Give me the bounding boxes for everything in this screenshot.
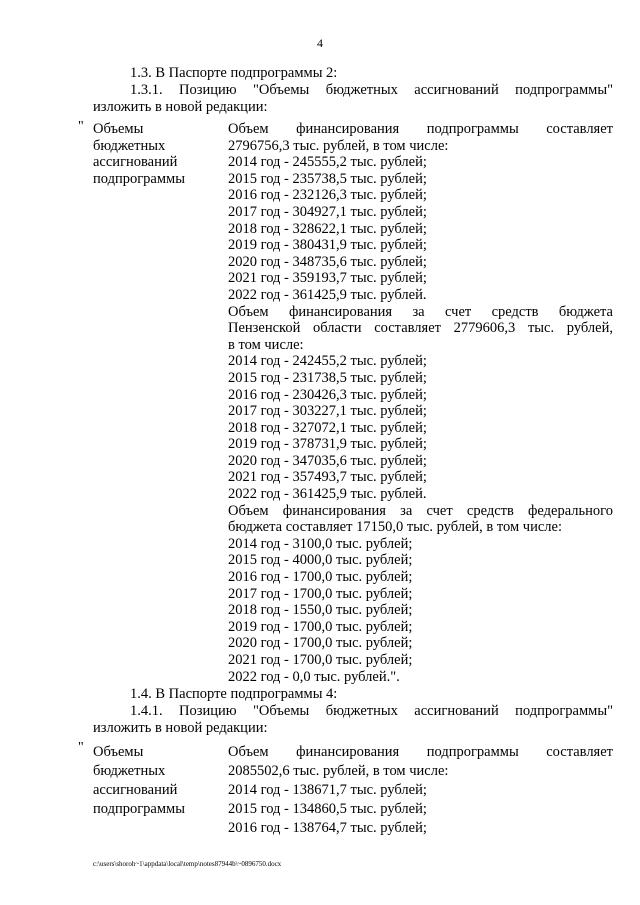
label-line: подпрограммы — [93, 170, 185, 187]
value-line: Объем финансирования подпрограммы составляет — [228, 744, 613, 760]
value-line: 2022 год - 361425,9 тыс. рублей. — [228, 286, 427, 303]
value-line: 2019 год - 380431,9 тыс. рублей; — [228, 237, 427, 254]
label-line: Объемы — [93, 744, 144, 760]
value-line: 2014 год - 3100,0 тыс. рублей; — [228, 535, 413, 552]
label-line: бюджетных — [93, 137, 166, 154]
value-line: 2018 год - 328622,1 тыс. рублей; — [228, 220, 427, 237]
value-line: 2015 год - 231738,5 тыс. рублей; — [228, 369, 427, 386]
value-line: в том числе: — [228, 336, 304, 353]
value-line: 2085502,6 тыс. рублей, в том числе: — [228, 763, 449, 779]
value-line: 2014 год - 245555,2 тыс. рублей; — [228, 154, 427, 171]
value-line: 2014 год - 138671,7 тыс. рублей; — [228, 782, 427, 798]
value-line: 2014 год - 242455,2 тыс. рублей; — [228, 353, 427, 370]
value-line: Объем финансирования подпрограммы составляет — [228, 121, 613, 137]
page-number: 4 — [317, 36, 323, 50]
value-line: 2018 год - 327072,1 тыс. рублей; — [228, 419, 427, 436]
passport-field-value — [228, 743, 613, 838]
label-line: ассигнований — [93, 782, 178, 798]
value-line: 2020 год - 1700,0 тыс. рублей; — [228, 635, 413, 652]
value-line: 2021 год - 357493,7 тыс. рублей; — [228, 469, 427, 486]
label-line: ассигнований — [93, 154, 178, 171]
value-line: Пензенской области составляет 2779606,3 тыс. рублей, — [228, 320, 613, 337]
value-line: 2018 год - 1550,0 тыс. рублей; — [228, 602, 413, 619]
value-line: 2021 год - 1700,0 тыс. рублей; — [228, 652, 413, 668]
value-line: 2016 год - 230426,3 тыс. рублей; — [228, 386, 427, 403]
value-line: 2021 год - 359193,7 тыс. рублей; — [228, 270, 427, 287]
value-line: 2020 год - 348735,6 тыс. рублей; — [228, 253, 427, 270]
label-line: Объемы — [93, 121, 144, 137]
value-line: 2016 год - 232126,3 тыс. рублей; — [228, 187, 427, 204]
section-heading: 1.3. В Паспорте подпрограммы 2: — [130, 65, 338, 81]
label-line: подпрограммы — [93, 801, 185, 817]
value-line: бюджета составляет 17150,0 тыс. рублей, в том числе: — [228, 519, 562, 536]
subitem-text-continued: изложить в новой редакции: — [93, 720, 268, 736]
value-line: 2015 год - 4000,0 тыс. рублей; — [228, 552, 413, 569]
section-heading: 1.4. В Паспорте подпрограммы 4: — [130, 686, 338, 702]
open-quote: " — [78, 119, 84, 134]
value-line: 2022 год - 361425,9 тыс. рублей. — [228, 486, 427, 503]
value-line: 2016 год - 138764,7 тыс. рублей; — [228, 820, 427, 836]
value-line: Объем финансирования за счет средств бюджета — [228, 303, 613, 320]
passport-field-value — [228, 121, 613, 685]
value-line: 2015 год - 235738,5 тыс. рублей; — [228, 170, 427, 187]
passport-field-label — [93, 121, 185, 187]
value-line: 2020 год - 347035,6 тыс. рублей; — [228, 452, 427, 469]
value-line: 2019 год - 1700,0 тыс. рублей; — [228, 618, 413, 635]
value-line: 2019 год - 378731,9 тыс. рублей; — [228, 436, 427, 453]
value-line: 2015 год - 134860,5 тыс. рублей; — [228, 801, 427, 817]
value-line: 2017 год - 303227,1 тыс. рублей; — [228, 403, 427, 420]
file-path-footer: c:\users\shoroh~1\appdata\local\temp\notes87944b\~0896750.docx — [93, 860, 282, 868]
value-line: 2016 год - 1700,0 тыс. рублей; — [228, 569, 413, 586]
subitem-text: 1.4.1. Позицию "Объемы бюджетных ассигнований подпрограммы" — [130, 703, 613, 719]
passport-field-label — [93, 743, 185, 819]
label-line: бюджетных — [93, 763, 166, 779]
value-line: Объем финансирования за счет средств федерального — [228, 502, 613, 519]
value-line: 2796756,3 тыс. рублей, в том числе: — [228, 137, 449, 154]
value-line: 2022 год - 0,0 тыс. рублей.". — [228, 668, 400, 685]
open-quote: " — [78, 740, 84, 755]
value-line: 2017 год - 1700,0 тыс. рублей; — [228, 585, 413, 602]
value-line: 2017 год - 304927,1 тыс. рублей; — [228, 203, 427, 220]
subitem-text: 1.3.1. Позицию "Объемы бюджетных ассигнований подпрограммы" — [130, 82, 613, 98]
subitem-text-continued: изложить в новой редакции: — [93, 99, 268, 115]
